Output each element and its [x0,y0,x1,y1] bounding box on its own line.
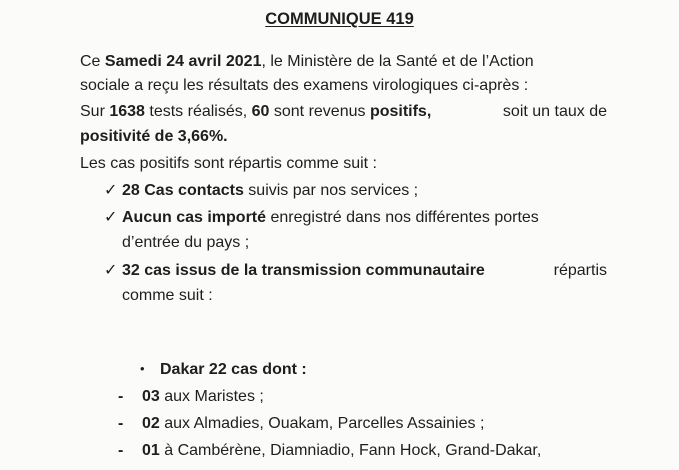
bullet-icon: • [140,361,145,376]
dakar-item-1 [118,387,264,407]
item-text: répartis [553,262,607,279]
item-text: suivis par nos services ; [243,182,419,199]
list-item-imported-cont: d’entrée du pays ; [122,234,250,251]
dakar-item-3 [118,441,541,461]
item-text: enregistré dans nos différentes portes [266,209,539,226]
communique-date: Samedi 24 avril 2021 [104,53,262,70]
checkmark-icon: ✓ [104,262,118,279]
intro-text: sont revenus [269,103,370,120]
dash-icon: - [118,442,124,459]
intro-text: Sur [80,103,110,120]
checkmark-icon: ✓ [104,209,118,226]
intro-line-5: Les cas positifs sont répartis comme suit : [80,155,377,172]
case-count: 02 [142,415,160,432]
location-text: aux Almadies, Ouakam, Parcelles Assainies ; [159,415,485,432]
positive-count: 60 [251,103,270,120]
case-count: 03 [142,388,160,405]
positive-word: positifs, [369,103,432,120]
case-count: 01 [142,442,160,459]
location-text: aux Maristes ; [159,388,264,405]
list-item-community [104,261,607,281]
list-item-imported [104,208,607,228]
intro-line-3 [80,102,607,122]
item-bold: 32 cas issus de la transmission communautaire [122,262,485,279]
communique-title: COMMUNIQUE 419 [265,10,414,28]
intro-text: tests réalisés, [144,103,252,120]
dash-icon: - [118,415,124,432]
intro-text: soit un taux de [502,103,607,120]
dakar-item-2 [118,414,484,434]
location-text: à Cambérène, Diamniadio, Fann Hock, Grand-Dakar, [159,442,542,459]
item-bold: Aucun cas importé [122,209,267,226]
intro-line-4 [80,127,228,147]
list-item-contacts [104,181,418,201]
tests-count: 1638 [109,103,145,120]
intro-text: Ce [80,53,105,70]
item-bold: 28 Cas contacts [122,182,244,199]
intro-line-1 [80,52,607,72]
positivity-rate: positivité de 3,66%. [80,128,228,145]
dakar-heading-text: Dakar 22 cas dont : [160,361,307,378]
dash-icon: - [118,388,124,405]
list-item-community-cont: comme suit : [122,287,213,304]
checkmark-icon: ✓ [104,182,118,199]
intro-text: , le Ministère de la Santé et de l’Action [261,53,534,70]
dakar-heading [140,359,307,380]
intro-line-2: sociale a reçu les résultats des examens virologiques ci-après : [80,77,529,94]
